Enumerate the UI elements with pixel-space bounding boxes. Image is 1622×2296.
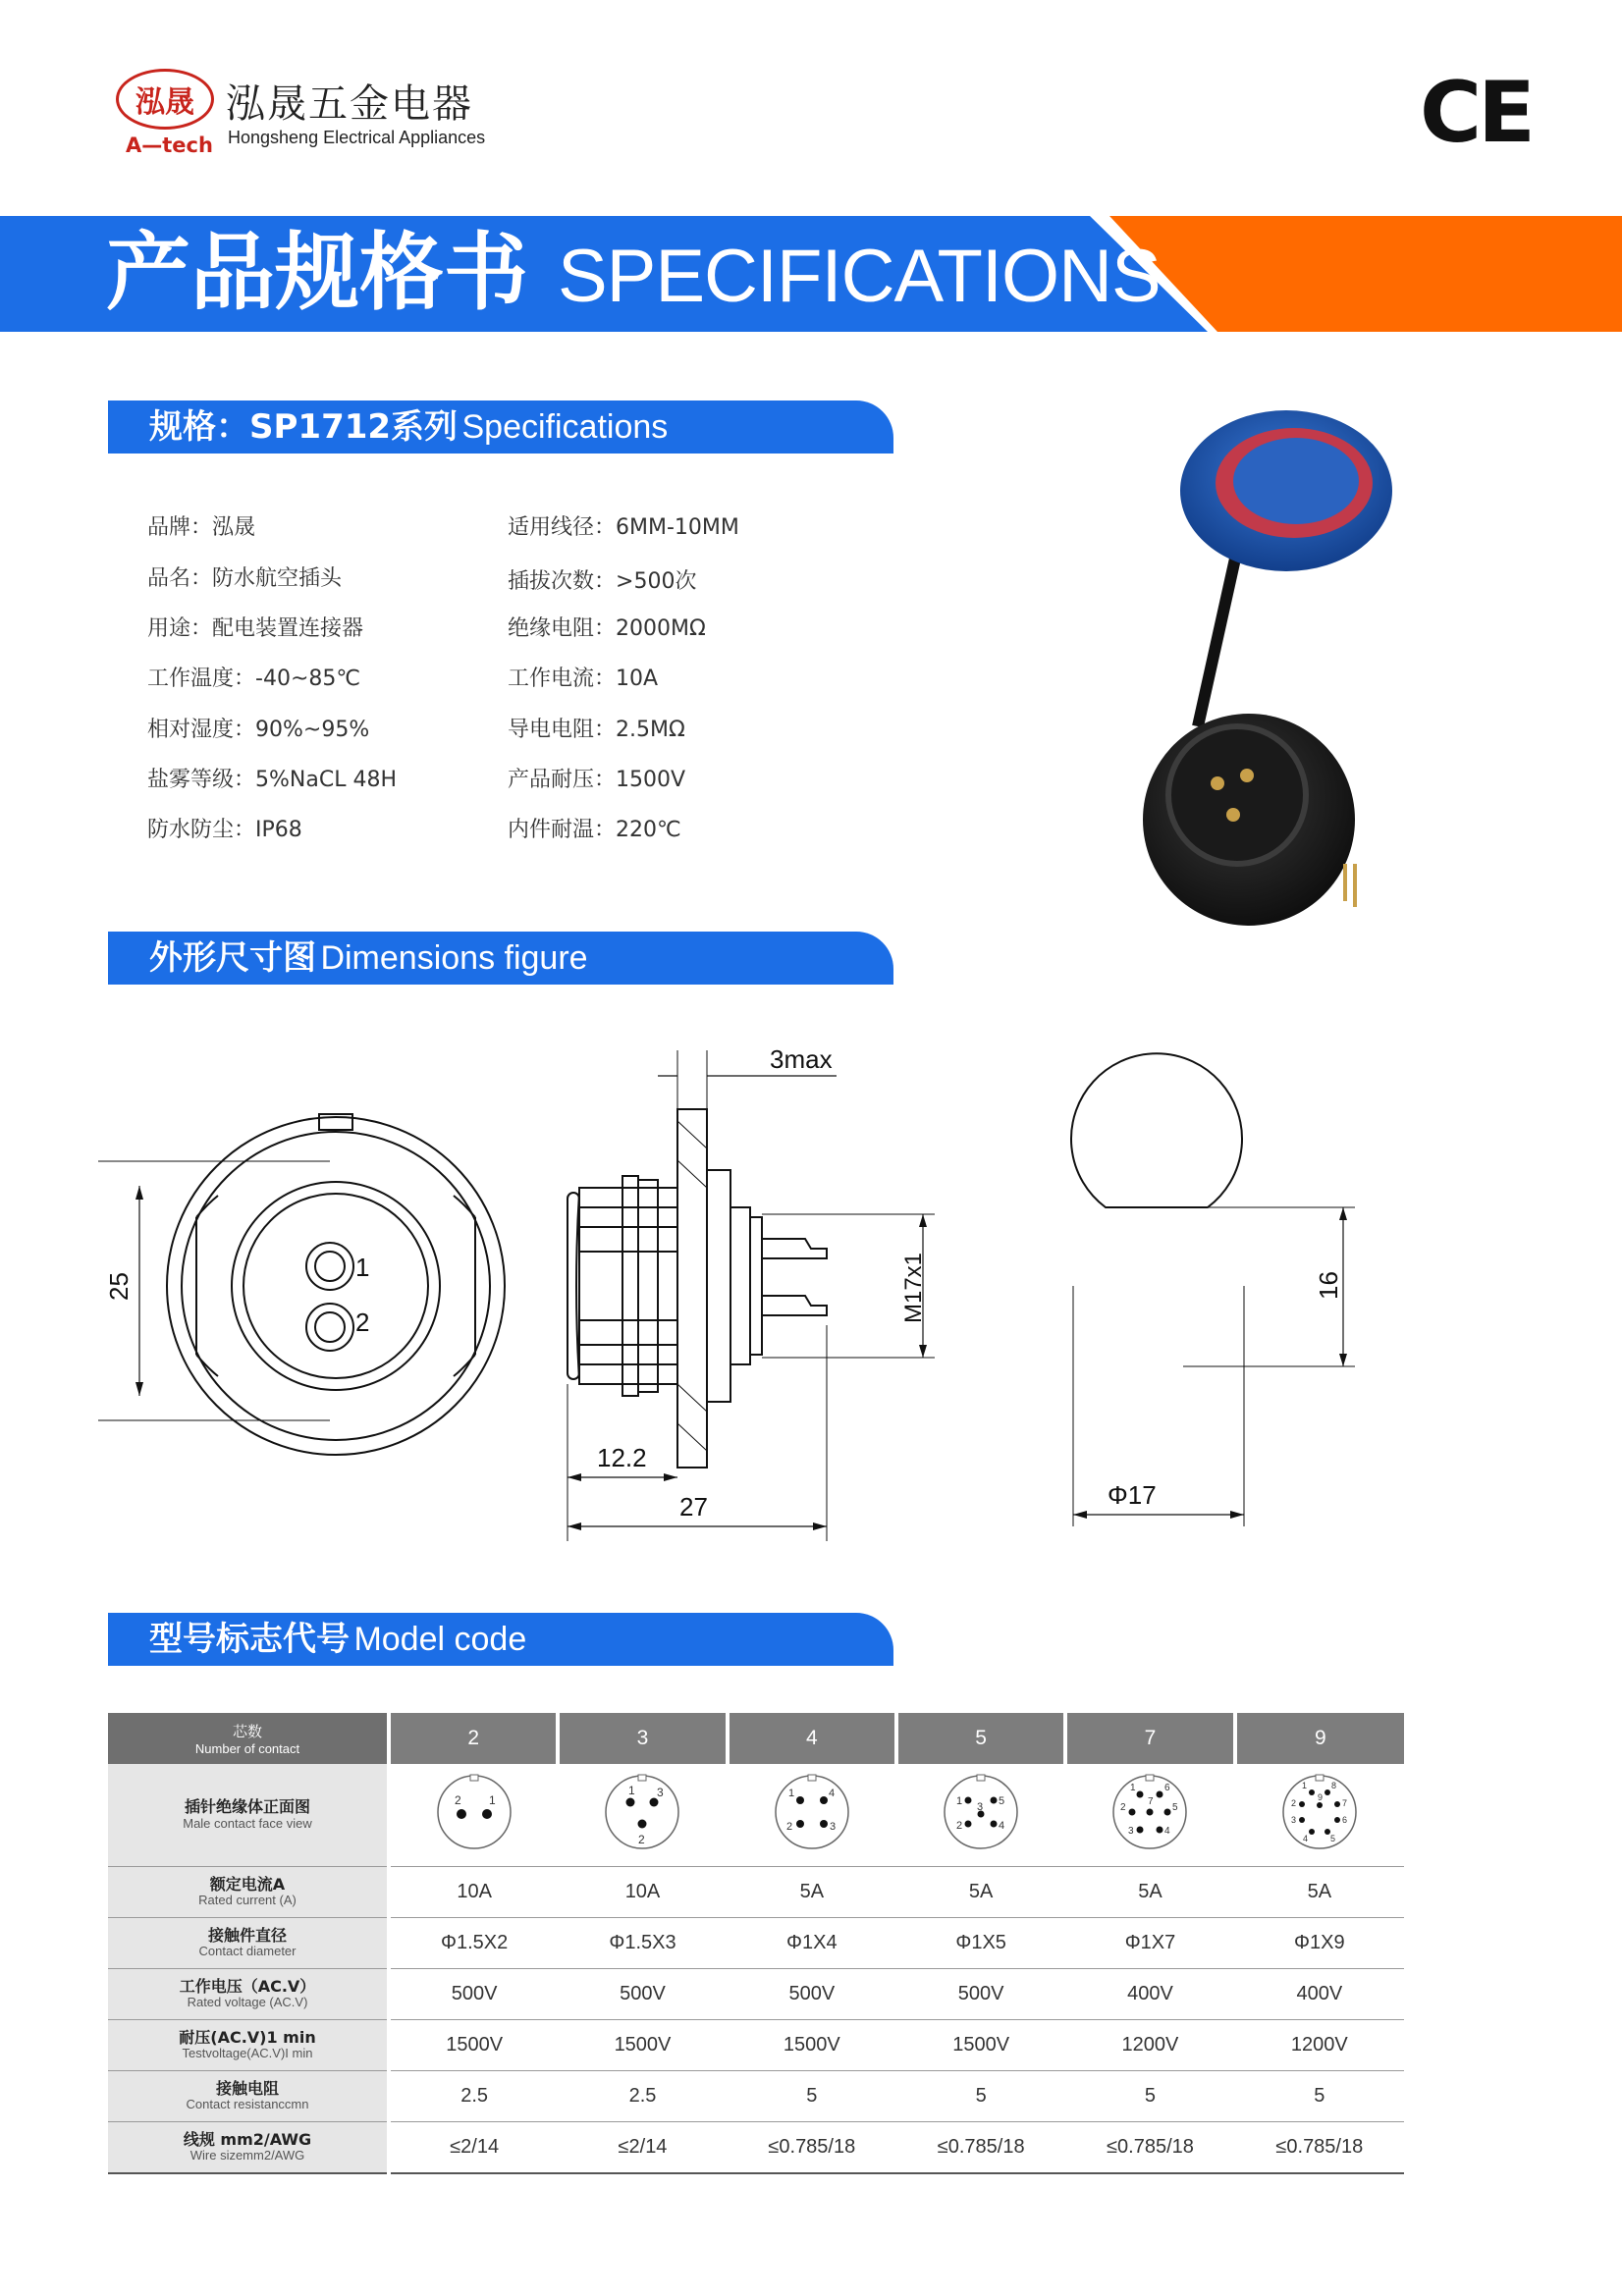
dim-cut-diameter-label: Φ17: [1108, 1480, 1157, 1510]
svg-text:4: 4: [1302, 1834, 1308, 1843]
svg-text:5: 5: [999, 1795, 1005, 1807]
svg-text:3: 3: [657, 1786, 665, 1799]
row-label: 耐压(AC.V)1 min Testvoltage(AC.V)I min: [108, 2020, 389, 2071]
pin2-label: 2: [355, 1308, 370, 1337]
page-title-en: SPECIFICATIONS: [557, 235, 1161, 318]
svg-text:1: 1: [489, 1793, 496, 1807]
svg-text:2: 2: [455, 1793, 461, 1807]
table-cell: 5: [1065, 2071, 1234, 2122]
contact-face-9pin-icon: [1280, 1773, 1359, 1851]
svg-text:7: 7: [1148, 1796, 1155, 1807]
dimensions-drawing: [98, 1031, 1375, 1561]
svg-text:4: 4: [1164, 1826, 1171, 1837]
dimensions-section-title: [149, 932, 588, 991]
page-title-cn: 产品规格书: [106, 224, 528, 322]
table-cell: 5A: [728, 1867, 896, 1918]
spec-item: 盐雾等级：5%NaCL 48H: [147, 768, 398, 792]
table-cell: 500V: [728, 1969, 896, 2020]
table-cell: 1500V: [558, 2020, 727, 2071]
table-cell: 5A: [1235, 1867, 1404, 1918]
table-cell: Φ1X4: [728, 1918, 896, 1969]
spec-item: 导电电阻：2.5MΩ: [508, 718, 685, 742]
model-code-table: [108, 1713, 1404, 2174]
svg-text:3: 3: [1128, 1826, 1135, 1837]
row-label: 额定电流A Rated current (A): [108, 1867, 389, 1918]
table-header-row: [108, 1713, 1404, 1764]
table-row: [108, 2020, 1404, 2071]
row-label: 工作电压（AC.V） Rated voltage (AC.V): [108, 1969, 389, 2020]
table-cell: 5: [896, 2071, 1065, 2122]
face-view-cell: [558, 1764, 727, 1867]
spec-item: 产品耐压：1500V: [508, 768, 686, 792]
svg-text:4: 4: [999, 1820, 1005, 1832]
contact-count-cell: 4: [728, 1713, 896, 1764]
table-cell: ≤2/14: [558, 2122, 727, 2174]
spec-item: 工作温度：-40~85℃: [147, 667, 361, 691]
dimensions-title-en: Dimensions figure: [320, 939, 588, 977]
dim-panel-max-label: 3max: [770, 1044, 833, 1074]
table-cell: Φ1X7: [1065, 1918, 1234, 1969]
contact-face-2pin-icon: [435, 1773, 514, 1851]
table-cell: ≤2/14: [389, 2122, 558, 2174]
table-cell: 5: [728, 2071, 896, 2122]
company-name-cn: 泓晟五金电器: [226, 81, 473, 127]
model-title-cn: 型号标志代号: [149, 1620, 350, 1659]
spec-item: 适用线径：6MM-10MM: [508, 515, 739, 540]
svg-text:1: 1: [628, 1784, 636, 1797]
table-row: [108, 1918, 1404, 1969]
svg-text:1: 1: [1130, 1783, 1137, 1793]
svg-text:8: 8: [1330, 1781, 1336, 1790]
face-view-cell: [389, 1764, 558, 1867]
svg-text:6: 6: [1341, 1815, 1347, 1825]
product-photo: [1139, 402, 1433, 933]
logo-mark: 泓晟: [135, 85, 194, 120]
face-view-cell: [1065, 1764, 1234, 1867]
dim-front-length-label: 12.2: [597, 1443, 647, 1472]
table-row: [108, 1764, 1404, 1867]
table-cell: 10A: [558, 1867, 727, 1918]
table-cell: ≤0.785/18: [728, 2122, 896, 2174]
pin1-label: 1: [355, 1253, 370, 1282]
table-cell: 400V: [1065, 1969, 1234, 2020]
svg-text:1: 1: [787, 1788, 794, 1799]
dimensions-title-cn: 外形尺寸图: [149, 938, 316, 978]
table-cell: 500V: [389, 1969, 558, 2020]
specs-title-cn: 规格：SP1712系列: [149, 407, 459, 447]
header-label-cell: 芯数 Number of contact: [108, 1713, 389, 1764]
table-cell: 1500V: [389, 2020, 558, 2071]
dim-thread-label: M17x1: [900, 1252, 927, 1323]
company-name-en: Hongsheng Electrical Appliances: [228, 128, 486, 147]
table-cell: 2.5: [558, 2071, 727, 2122]
contact-count-cell: 7: [1065, 1713, 1234, 1764]
svg-text:1: 1: [956, 1795, 963, 1807]
page-title: [106, 224, 1161, 326]
svg-text:5: 5: [1329, 1834, 1335, 1843]
contact-face-7pin-icon: [1110, 1773, 1189, 1851]
table-cell: 5: [1235, 2071, 1404, 2122]
row-label: 接触件直径 Contact diameter: [108, 1918, 389, 1969]
table-cell: 2.5: [389, 2071, 558, 2122]
svg-text:3: 3: [829, 1821, 836, 1833]
dim-height-label: 25: [104, 1272, 134, 1301]
table-cell: ≤0.785/18: [1235, 2122, 1404, 2174]
svg-text:1: 1: [1301, 1781, 1307, 1790]
spec-item: 品牌：泓晟: [147, 515, 256, 540]
table-cell: 5A: [1065, 1867, 1234, 1918]
row-label: 线规 mm2/AWG Wire sizemm2/AWG: [108, 2122, 389, 2174]
table-cell: 1200V: [1235, 2020, 1404, 2071]
svg-text:2: 2: [638, 1833, 646, 1846]
dim-cut-flat-label: 16: [1314, 1271, 1343, 1300]
table-cell: Φ1.5X2: [389, 1918, 558, 1969]
svg-text:7: 7: [1341, 1798, 1347, 1808]
table-row: [108, 1969, 1404, 2020]
contact-face-5pin-icon: [942, 1773, 1020, 1851]
logo-subtitle: A—tech: [126, 133, 213, 157]
spec-item: 工作电流：10A: [508, 667, 659, 691]
svg-text:2: 2: [1120, 1802, 1127, 1813]
svg-text:3: 3: [977, 1801, 984, 1813]
table-cell: Φ1.5X3: [558, 1918, 727, 1969]
svg-text:6: 6: [1164, 1783, 1171, 1793]
table-cell: 1500V: [728, 2020, 896, 2071]
spec-item: 品名：防水航空插头: [147, 566, 343, 591]
svg-text:9: 9: [1317, 1792, 1323, 1802]
table-cell: 400V: [1235, 1969, 1404, 2020]
svg-text:5: 5: [1172, 1802, 1179, 1813]
contact-count-cell: 9: [1235, 1713, 1404, 1764]
svg-text:2: 2: [1290, 1798, 1296, 1808]
table-cell: Φ1X5: [896, 1918, 1065, 1969]
ce-certification-mark: CE: [1420, 64, 1532, 162]
face-view-cell: [896, 1764, 1065, 1867]
table-cell: 5A: [896, 1867, 1065, 1918]
contact-face-4pin-icon: [773, 1773, 851, 1851]
svg-text:3: 3: [1290, 1815, 1296, 1825]
face-view-cell: [1235, 1764, 1404, 1867]
spec-item: 绝缘电阻：2000MΩ: [508, 616, 706, 641]
company-logo: [116, 69, 214, 130]
spec-item: 插拔次数：>500次: [508, 569, 697, 594]
svg-text:2: 2: [956, 1820, 963, 1832]
table-cell: ≤0.785/18: [896, 2122, 1065, 2174]
contact-face-3pin-icon: [603, 1773, 681, 1851]
contact-count-cell: 5: [896, 1713, 1065, 1764]
svg-text:4: 4: [828, 1788, 835, 1799]
dim-total-length-label: 27: [679, 1492, 708, 1522]
spec-item: 相对湿度：90%~95%: [147, 718, 370, 742]
table-row: [108, 1867, 1404, 1918]
contact-count-cell: 2: [389, 1713, 558, 1764]
table-cell: 500V: [558, 1969, 727, 2020]
specs-section-title: [149, 400, 668, 460]
face-view-cell: [728, 1764, 896, 1867]
table-cell: Φ1X9: [1235, 1918, 1404, 1969]
table-cell: 10A: [389, 1867, 558, 1918]
row-label: 接触电阻 Contact resistanccmn: [108, 2071, 389, 2122]
svg-text:2: 2: [785, 1821, 792, 1833]
row-label: 插针绝缘体正面图 Male contact face view: [108, 1764, 389, 1867]
spec-item: 用途：配电装置连接器: [147, 616, 364, 641]
table-cell: 1500V: [896, 2020, 1065, 2071]
table-cell: 500V: [896, 1969, 1065, 2020]
model-section-title: [149, 1613, 526, 1673]
table-cell: ≤0.785/18: [1065, 2122, 1234, 2174]
spec-item: 内件耐温：220℃: [508, 818, 681, 842]
specs-title-en: Specifications: [461, 408, 669, 446]
table-row: [108, 2122, 1404, 2174]
contact-count-cell: 3: [558, 1713, 727, 1764]
table-row: [108, 2071, 1404, 2122]
model-title-en: Model code: [353, 1621, 527, 1658]
table-cell: 1200V: [1065, 2020, 1234, 2071]
spec-item: 防水防尘：IP68: [147, 818, 302, 842]
